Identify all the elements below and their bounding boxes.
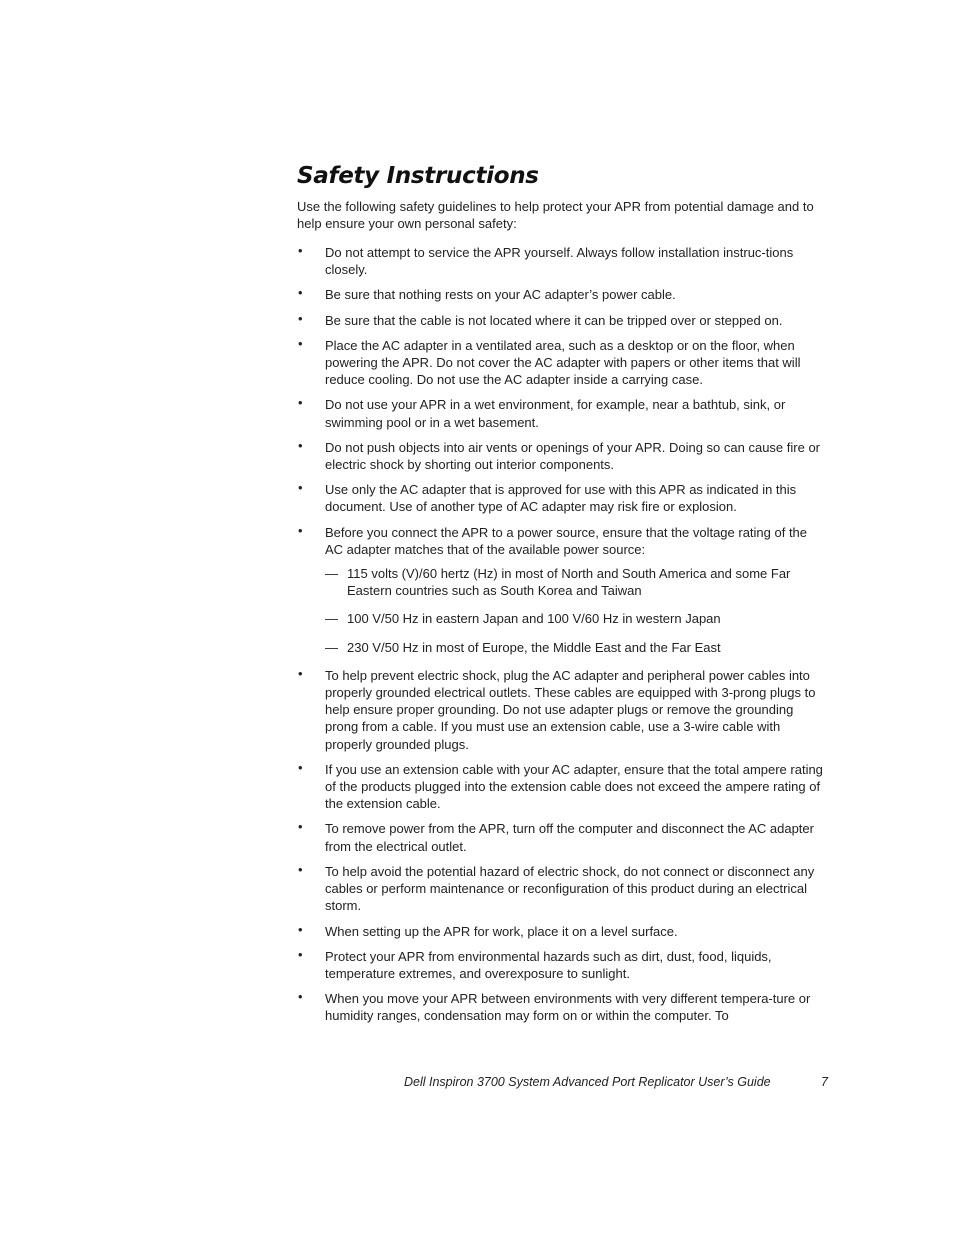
sub-list-item-text: 100 V/50 Hz in eastern Japan and 100 V/60 Hz in western Japan	[347, 611, 721, 627]
bullet-icon: •	[298, 285, 303, 301]
list-item	[297, 667, 827, 753]
list-item	[297, 948, 827, 982]
page-title: Safety Instructions	[297, 163, 539, 189]
list-item-text: Place the AC adapter in a ventilated area, such as a desktop or on the floor, when powering the APR. Do not cover the AC adapter with papers or other items that will reduce cooling. Do not use the AC adapter inside a carrying case.	[325, 337, 801, 388]
list-item-text: Be sure that nothing rests on your AC adapter’s power cable.	[325, 287, 676, 303]
bullet-icon: •	[298, 243, 303, 258]
bullet-icon: •	[298, 437, 303, 453]
dash-icon: —	[325, 566, 338, 582]
bullet-icon: •	[298, 665, 303, 681]
bullet-icon: •	[298, 480, 303, 496]
list-item-text: Do not use your APR in a wet environment, for example, near a bathtub, sink, or swimming pool or in a wet basement.	[325, 397, 786, 430]
list-item-text: When setting up the APR for work, place it on a level surface.	[325, 923, 678, 939]
bullet-icon: •	[298, 921, 303, 937]
list-item-text: Before you connect the APR to a power source, ensure that the voltage rating of the AC adapter matches that of the available power source:	[325, 524, 808, 557]
sub-list-item-text: 115 volts (V)/60 hertz (Hz) in most of North and South America and some Far Eastern countries such as South Korea and Taiwan	[347, 566, 791, 599]
sub-list-item	[325, 565, 827, 599]
list-item	[297, 820, 827, 854]
bullet-icon: •	[298, 335, 303, 351]
voltage-sub-list	[325, 565, 827, 656]
sub-list-item	[325, 639, 827, 656]
page-number: 7	[821, 1075, 828, 1089]
dash-icon: —	[325, 611, 338, 627]
intro-paragraph: Use the following safety guidelines to help protect your APR from potential damage and to help ensure your own personal safety:	[297, 199, 814, 232]
list-item-text: To help avoid the potential hazard of electric shock, do not connect or disconnect any cables or perform maintenance or reconfiguration of this product during an electrical storm.	[325, 863, 815, 914]
list-item-text: Be sure that the cable is not located where it can be tripped over or stepped on.	[325, 312, 783, 328]
list-item	[297, 990, 827, 1024]
bullet-icon: •	[298, 395, 303, 411]
list-item	[297, 337, 827, 389]
list-item	[297, 286, 827, 303]
list-item-text: Do not attempt to service the APR yourself. Always follow installation instruc-tions closely.	[325, 245, 794, 278]
list-item	[297, 761, 827, 813]
list-item	[297, 923, 827, 940]
list-item-text: If you use an extension cable with your AC adapter, ensure that the total ampere rating of the products plugged into the extension cable does not exceed the ampere rating of the extension cable.	[325, 761, 823, 812]
bullet-icon: •	[298, 989, 303, 1005]
list-item-text: To remove power from the APR, turn off the computer and disconnect the AC adapter from the electrical outlet.	[325, 821, 814, 854]
bullet-icon: •	[298, 310, 303, 326]
bullet-icon: •	[298, 861, 303, 877]
list-item	[297, 396, 827, 430]
safety-bullet-list	[297, 244, 827, 1033]
bullet-icon: •	[298, 759, 303, 775]
list-item-text: Use only the AC adapter that is approved for use with this APR as indicated in this document. Use of another type of AC adapter may risk fire or explosion.	[325, 482, 797, 515]
list-item-text: To help prevent electric shock, plug the AC adapter and peripheral power cables into properly grounded electrical outlets. These cables are equipped with 3-prong plugs to help ensure proper grounding. Do not use adapter plugs or remove the grounding prong from a cable. If you must use an extension cable, use a 3-wire cable with properly grounded plugs.	[325, 667, 816, 752]
list-item	[297, 439, 827, 473]
list-item	[297, 312, 827, 329]
list-item	[297, 524, 827, 656]
list-item	[297, 244, 827, 278]
list-item-text: When you move your APR between environments with very different tempera-ture or humidity ranges, condensation may form on or within the computer. To	[325, 991, 811, 1024]
running-footer-title: Dell Inspiron 3700 System Advanced Port Replicator User’s Guide	[404, 1075, 771, 1089]
sub-list-item	[325, 610, 827, 627]
list-item-text: Do not push objects into air vents or openings of your APR. Doing so can cause fire or electric shock by shorting out interior components.	[325, 439, 820, 473]
bullet-icon: •	[298, 946, 303, 962]
sub-list-item-text: 230 V/50 Hz in most of Europe, the Middle East and the Far East	[347, 639, 721, 655]
list-item	[297, 863, 827, 915]
list-item-text: Protect your APR from environmental hazards such as dirt, dust, food, liquids, temperature extremes, and overexposure to sunlight.	[325, 948, 772, 981]
dash-icon: —	[325, 639, 338, 655]
bullet-icon: •	[298, 522, 303, 538]
list-item	[297, 481, 827, 515]
bullet-icon: •	[298, 819, 303, 835]
